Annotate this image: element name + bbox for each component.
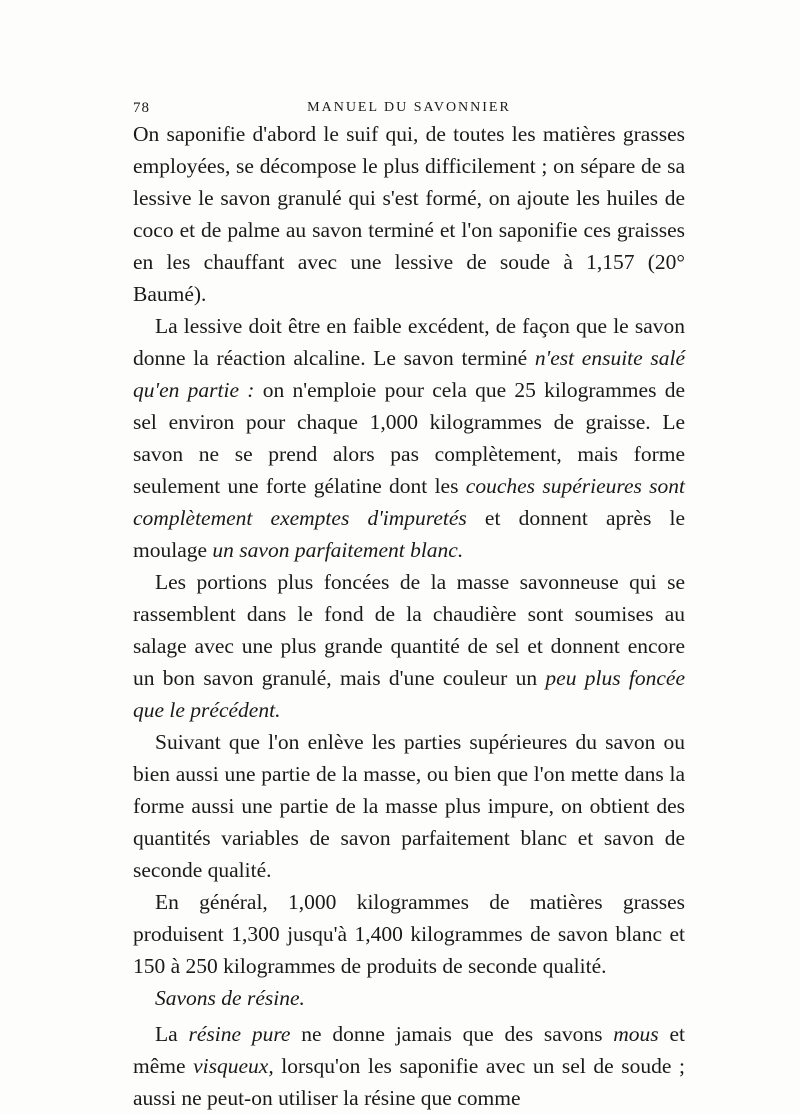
italic-text: n'est ensuite salé qu'en partie : <box>133 346 686 402</box>
italic-text: un savon parfaitement blanc. <box>212 538 464 562</box>
running-title: MANUEL DU SAVONNIER <box>307 100 511 115</box>
text-run: et donnent après le moulage <box>133 506 685 562</box>
text-run: En général, 1,000 kilogrammes de matières grasses produisent 1,300 jusqu'à 1,400 kilogrammes de savon blanc et 150 à 250 kilogrammes de produits de seconde qualité. <box>133 890 685 978</box>
italic-text: visqueux, <box>193 1054 274 1078</box>
italic-text: mous <box>613 1022 659 1046</box>
text-run: on n'emploie pour cela que 25 kilogrammes de sel environ pour chaque 1,000 kilogrammes de graisse. Le savon ne se prend alors pas complètement, mais forme seulement une forte gélatine dont les <box>133 378 685 498</box>
italic-text: couches supérieures sont complètement exemptes d'impuretés <box>133 474 685 530</box>
text-run: ne donne jamais que des savons <box>290 1022 614 1046</box>
text-run: La lessive doit être en faible excédent, de façon que le savon donne la réaction alcaline. Le savon terminé <box>133 314 685 370</box>
italic-text: peu plus foncée que le précédent. <box>133 666 685 722</box>
paragraph <box>133 1018 685 1114</box>
paragraph <box>133 566 685 726</box>
text-run: Les portions plus foncées de la masse savonneuse qui se rassemblent dans le fond de la chaudière sont soumises au salage avec une plus grande quantité de sel et donnent encore un bon savon granulé, mais d'une couleur un <box>133 570 685 690</box>
paragraph <box>133 886 685 982</box>
paragraph <box>133 310 685 566</box>
italic-text: résine pure <box>188 1022 291 1046</box>
section-subheading: Savons de résine. <box>155 986 305 1010</box>
paragraph <box>133 118 685 310</box>
paragraph <box>133 726 685 886</box>
page-body <box>133 118 685 1114</box>
text-run: On saponifie d'abord le suif qui, de toutes les matières grasses employées, se décompose le plus difficilement ; on sépare de sa lessive le savon granulé qui s'est formé, on ajoute les huiles de coco et de palme au savon terminé et l'on saponifie ces graisses en les chauffant avec une lessive de soude à 1,157 (20° Baumé). <box>133 122 685 306</box>
text-run: lorsqu'on les saponifie avec un sel de soude ; aussi ne peut-on utiliser la résine que comme <box>133 1054 685 1110</box>
text-run: Suivant que l'on enlève les parties supérieures du savon ou bien aussi une partie de la masse, ou bien que l'on mette dans la forme aussi une partie de la masse plus impure, on obtient des quantités variables de savon parfaitement blanc et savon de seconde qualité. <box>133 730 685 882</box>
text-run: La <box>155 1022 189 1046</box>
text-run: et même <box>133 1022 685 1078</box>
page-number: 78 <box>133 100 150 116</box>
